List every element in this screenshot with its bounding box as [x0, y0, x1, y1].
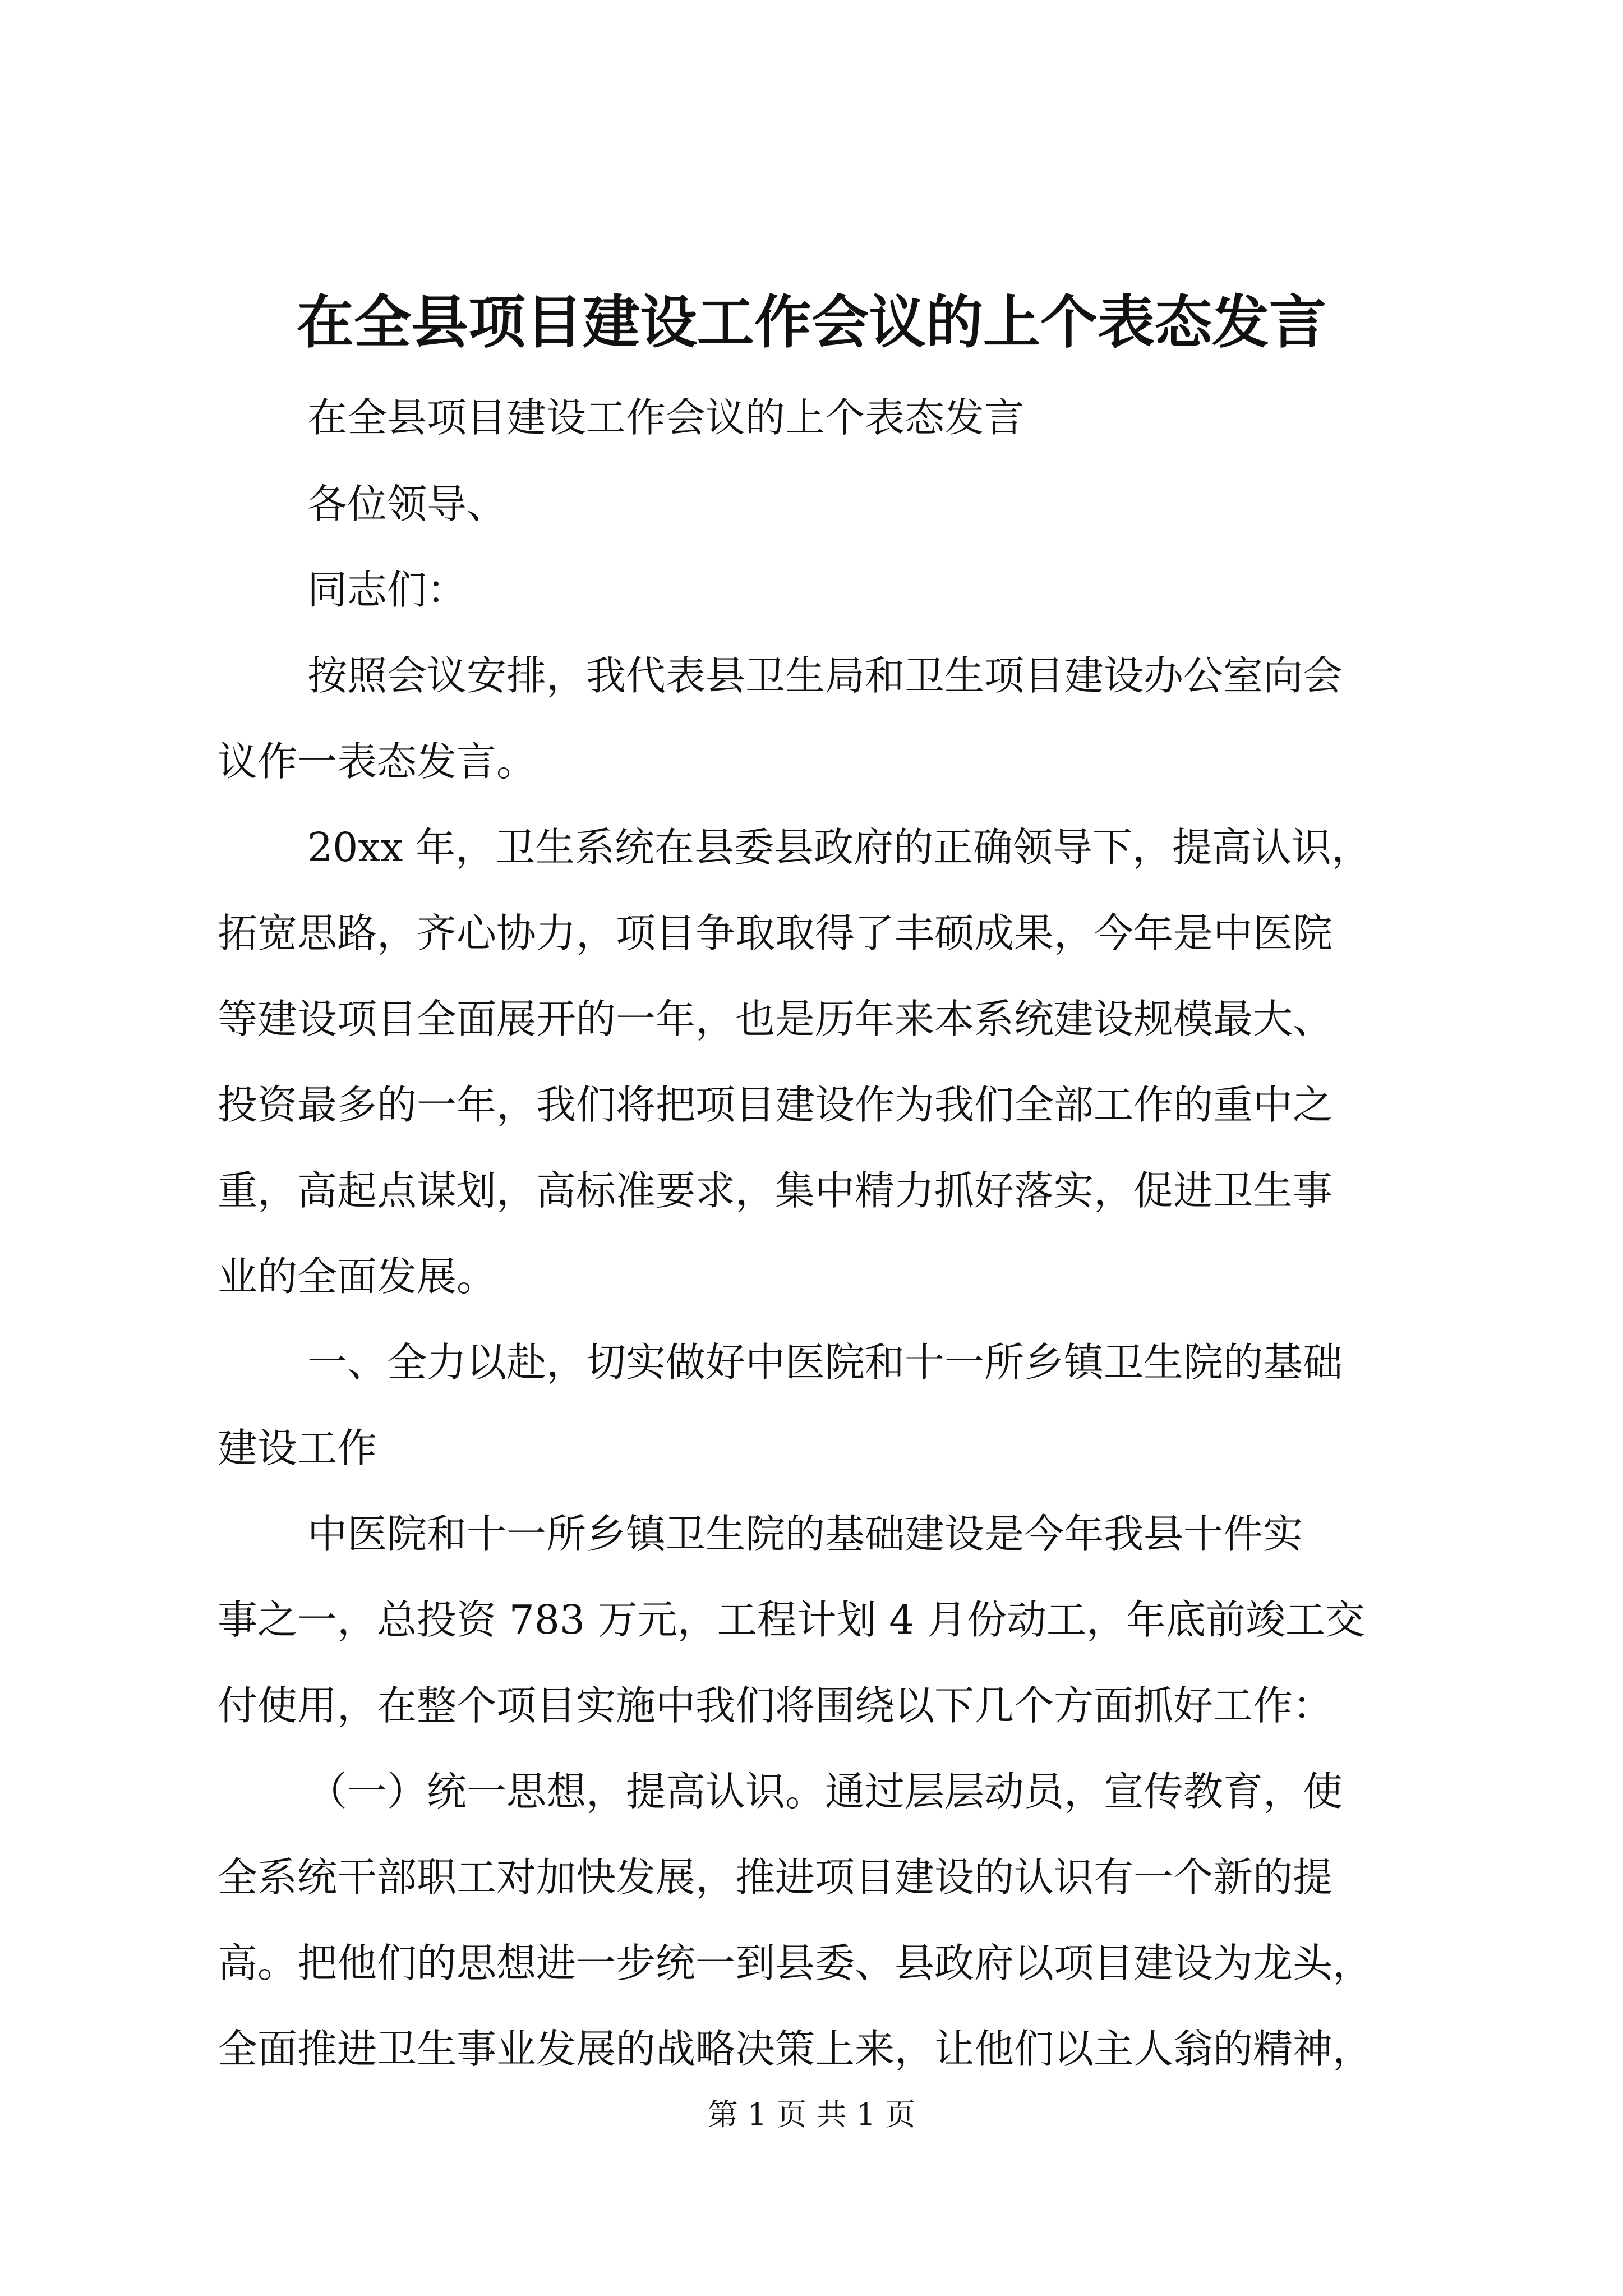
paragraph-line: 议作一表态发言。	[218, 738, 537, 785]
paragraph-line: 按照会议安排，我代表县卫生局和卫生项目建设办公室向会	[307, 652, 1343, 699]
subtitle-line: 在全县项目建设工作会议的上个表态发言	[307, 394, 1025, 441]
document-title: 在全县项目建设工作会议的上个表态发言	[297, 289, 1326, 356]
paragraph-line: 20xx 年，卫生系统在县委县政府的正确领导下，提高认识，	[307, 824, 1371, 871]
section-heading-line: 建设工作	[218, 1425, 377, 1471]
section-heading-line: 一、全力以赴，切实做好中医院和十一所乡镇卫生院的基础	[307, 1339, 1343, 1386]
paragraph-line: 全系统干部职工对加快发展，推进项目建设的认识有一个新的提	[218, 1854, 1333, 1901]
salutation-line: 同志们：	[307, 567, 467, 613]
page-footer: 第 1 页 共 1 页	[707, 2097, 916, 2132]
paragraph-line: 业的全面发展。	[218, 1253, 497, 1300]
paragraph-line: 中医院和十一所乡镇卫生院的基础建设是今年我县十件实	[307, 1511, 1303, 1557]
paragraph-line: 拓宽思路，齐心协力，项目争取取得了丰硕成果，今年是中医院	[218, 910, 1333, 956]
paragraph-line: 事之一，总投资 783 万元，工程计划 4 月份动工，年底前竣工交	[218, 1596, 1365, 1643]
paragraph-line: 付使用，在整个项目实施中我们将围绕以下几个方面抓好工作：	[218, 1682, 1333, 1729]
paragraph-line: 高。把他们的思想进一步统一到县委、县政府以项目建设为龙头，	[218, 1940, 1373, 1986]
paragraph-line: （一）统一思想，提高认识。通过层层动员，宣传教育，使	[307, 1768, 1343, 1815]
salutation-line: 各位领导、	[307, 481, 507, 527]
paragraph-line: 全面推进卫生事业发展的战略决策上来，让他们以主人翁的精神，	[218, 2026, 1373, 2072]
paragraph-line: 等建设项目全面展开的一年，也是历年来本系统建设规模最大、	[218, 996, 1333, 1042]
paragraph-line: 重，高起点谋划，高标准要求，集中精力抓好落实，促进卫生事	[218, 1167, 1333, 1214]
paragraph-line: 投资最多的一年，我们将把项目建设作为我们全部工作的重中之	[218, 1082, 1333, 1128]
